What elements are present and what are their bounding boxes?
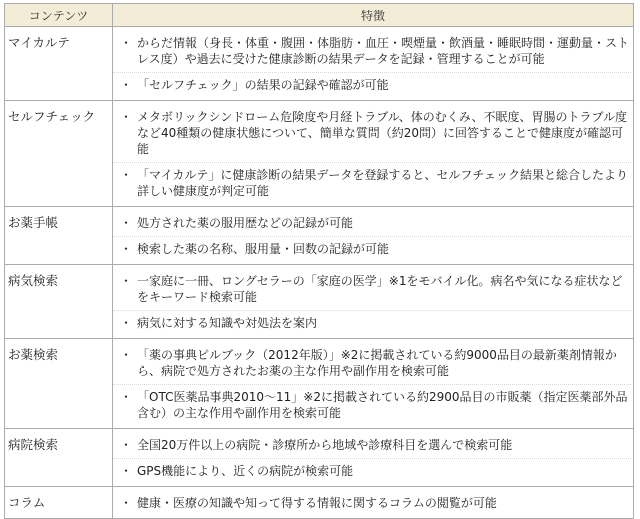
content-name-cell: コラム <box>5 487 113 519</box>
bullet-icon: ・ <box>120 274 133 288</box>
feature-item <box>113 77 631 98</box>
bullet-icon: ・ <box>120 390 133 404</box>
feature-item <box>113 463 631 484</box>
feature-item <box>113 437 631 459</box>
feature-item <box>113 495 631 516</box>
table-row <box>5 27 634 101</box>
bullet-icon: ・ <box>120 438 133 452</box>
features-table-container <box>4 3 634 519</box>
feature-text: 病気に対する知識や対処法を案内 <box>137 316 318 330</box>
features-cell <box>113 101 634 207</box>
table-row <box>5 265 634 339</box>
feature-item <box>113 315 631 336</box>
table-body <box>5 27 634 519</box>
features-cell <box>113 27 634 101</box>
feature-text: 検索した薬の名称、服用量・回数の記録が可能 <box>137 242 390 256</box>
feature-item <box>113 241 631 262</box>
bullet-icon: ・ <box>120 78 133 92</box>
content-name-cell: 病院検索 <box>5 429 113 487</box>
feature-text: GPS機能により、近くの病院が検索可能 <box>137 464 354 478</box>
feature-item <box>113 273 631 311</box>
feature-text: メタボリックシンドローム危険度や月経トラブル、体のむくみ、不眠度、胃腸のトラブル度など40種類の健康状態について、簡単な質問（約20問）に回答することで健康度が確認可能 <box>137 110 628 156</box>
table-row <box>5 207 634 265</box>
column-header-content: コンテンツ <box>5 4 113 27</box>
bullet-icon: ・ <box>120 110 133 124</box>
bullet-icon: ・ <box>120 242 133 256</box>
feature-item <box>113 167 631 204</box>
table-row <box>5 101 634 207</box>
feature-text: 処方された薬の服用歴などの記録が可能 <box>137 216 354 230</box>
feature-item <box>113 109 631 163</box>
content-name-cell: セルフチェック <box>5 101 113 207</box>
content-name-cell: マイカルテ <box>5 27 113 101</box>
bullet-icon: ・ <box>120 216 133 230</box>
features-cell <box>113 429 634 487</box>
feature-text: からだ情報（身長・体重・腹囲・体脂肪・血圧・喫煙量・飲酒量・睡眠時間・運動量・ストレス度）や過去に受けた健康診断の結果データを記録・管理することが可能 <box>137 36 630 66</box>
bullet-icon: ・ <box>120 348 133 362</box>
table-row <box>5 429 634 487</box>
bullet-icon: ・ <box>120 464 133 478</box>
feature-text: 「マイカルテ」に健康診断の結果データを登録すると、セルフチェック結果と総合したより詳しい健康度が判定可能 <box>137 168 629 198</box>
feature-text: 「セルフチェック」の結果の記録や確認が可能 <box>137 78 389 92</box>
bullet-icon: ・ <box>120 496 133 510</box>
feature-item <box>113 35 631 73</box>
features-table <box>4 3 634 519</box>
bullet-icon: ・ <box>120 36 133 50</box>
feature-item <box>113 347 631 385</box>
feature-text: 健康・医療の知識や知って得する情報に関するコラムの閲覧が可能 <box>137 496 497 510</box>
feature-item <box>113 215 631 237</box>
bullet-icon: ・ <box>120 168 133 182</box>
features-cell <box>113 265 634 339</box>
feature-text: 全国20万件以上の病院・診療所から地域や診療科目を選んで検索可能 <box>137 438 513 452</box>
table-header-row <box>5 4 634 27</box>
table-row <box>5 339 634 429</box>
content-name-cell: 病気検索 <box>5 265 113 339</box>
bullet-icon: ・ <box>120 316 133 330</box>
content-name-cell: お薬手帳 <box>5 207 113 265</box>
feature-text: 一家庭に一冊、ロングセラーの「家庭の医学」※1をモバイル化。病名や気になる症状などをキーワード検索可能 <box>137 274 623 304</box>
feature-text: 「OTC医薬品事典2010～11」※2に掲載されている約2900品目の市販薬（指定医薬部外品含む）の主な作用や副作用を検索可能 <box>137 390 628 420</box>
features-cell <box>113 339 634 429</box>
feature-text: 「薬の事典ピルブック（2012年版）」※2に掲載されている約9000品目の最新薬剤情報から、病院で処方されたお薬の主な作用や副作用を検索可能 <box>137 348 617 378</box>
column-header-features: 特徴 <box>113 4 634 27</box>
feature-item <box>113 389 631 426</box>
features-cell <box>113 207 634 265</box>
content-name-cell: お薬検索 <box>5 339 113 429</box>
